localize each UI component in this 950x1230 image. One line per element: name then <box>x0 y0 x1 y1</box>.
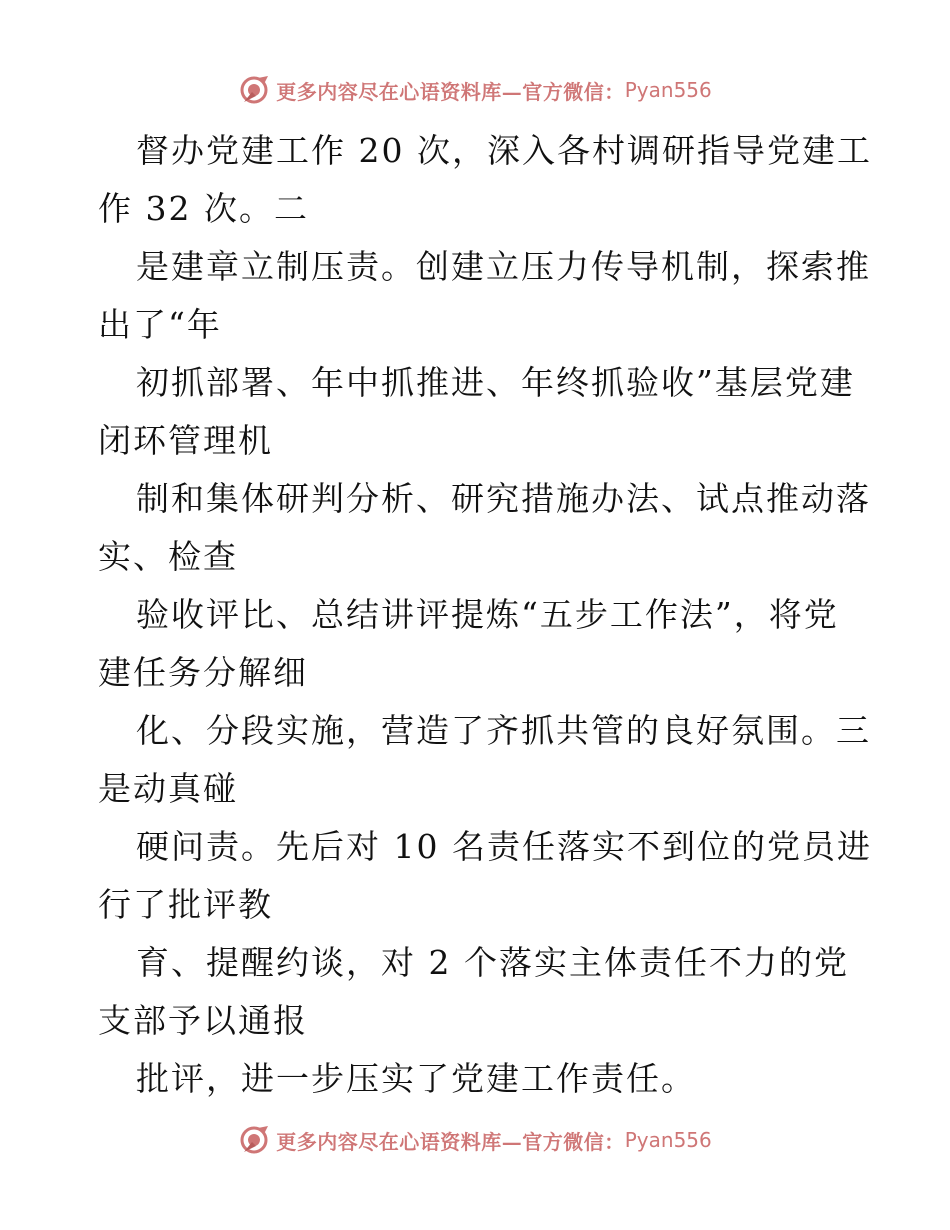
body-line: 建任务分解细 <box>98 653 308 692</box>
body-line: 行了批评教 <box>98 885 273 924</box>
watermark-id: Pyan556 <box>624 1128 712 1152</box>
body-line: 初抓部署、年中抓推进、年终抓验收”基层党建 <box>136 363 855 402</box>
body-line: 验收评比、总结讲评提炼“五步工作法”，将党 <box>136 595 839 634</box>
watermark-text: 更多内容尽在心语资料库—官方微信： <box>276 1129 625 1154</box>
body-line: 作 32 次。二 <box>98 189 309 228</box>
body-line: 硬问责。先后对 10 名责任落实不到位的党员进 <box>136 827 872 866</box>
body-line: 批评，进一步压实了党建工作责任。 <box>136 1059 696 1098</box>
body-line: 是动真碰 <box>98 769 238 808</box>
body-line: 实、检查 <box>98 537 238 576</box>
body-line: 支部予以通报 <box>98 1001 308 1040</box>
body-line: 是建章立制压责。创建立压力传导机制，探索推 <box>136 247 871 286</box>
body-line: 闭环管理机 <box>98 421 273 460</box>
body-line: 制和集体研判分析、研究措施办法、试点推动落 <box>136 479 871 518</box>
body-line: 化、分段实施，营造了齐抓共管的良好氛围。三 <box>136 711 871 750</box>
body-line: 督办党建工作 20 次，深入各村调研指导党建工 <box>136 131 872 170</box>
body-line: 出了“年 <box>98 305 222 344</box>
watermark-id: Pyan556 <box>624 78 712 102</box>
pen-logo-icon <box>238 74 270 106</box>
pen-logo-icon <box>238 1124 270 1156</box>
footer-watermark <box>0 1120 950 1160</box>
document-body <box>98 122 872 1108</box>
body-line: 育、提醒约谈，对 2 个落实主体责任不力的党 <box>136 943 849 982</box>
watermark-text: 更多内容尽在心语资料库—官方微信： <box>276 79 625 104</box>
header-watermark <box>0 70 950 110</box>
